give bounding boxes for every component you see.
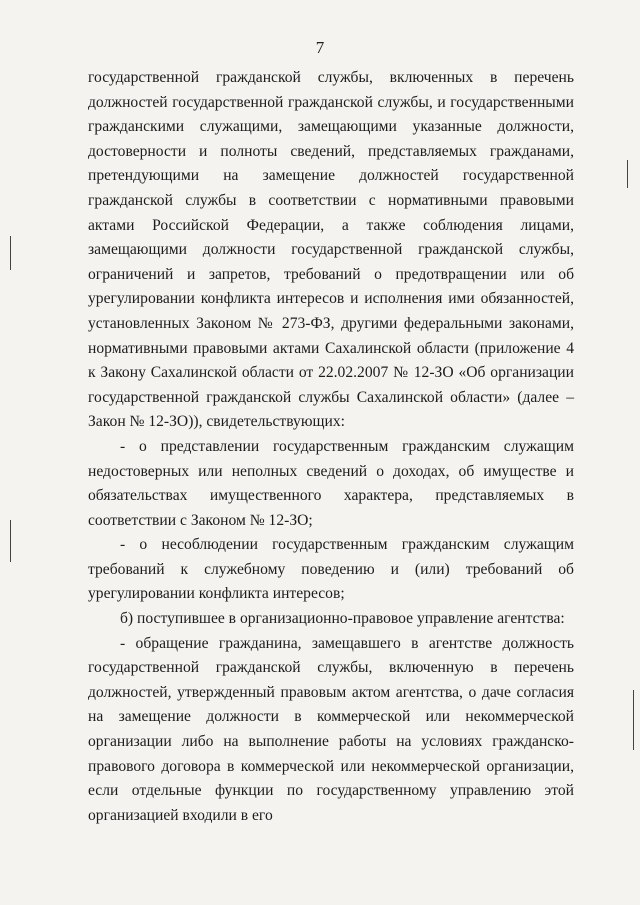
left-margin-mark [10, 236, 11, 270]
page-number: 7 [315, 38, 325, 57]
right-margin-mark [633, 690, 634, 750]
paragraph-2: - о представлении государственным гражданским служащим недостоверных или неполных сведений о доходах, об имуществе и обязательствах имущественного характера, представляемых в соответствии с Законом № 12-ЗО; [88, 437, 574, 529]
paragraph-3: - о несоблюдении государственным гражданским служащим требований к служебному поведению и (или) требований об урегулировании конфликта интересов; [88, 536, 574, 603]
left-margin-mark [10, 520, 11, 562]
paragraph-1: государственной гражданской службы, включенных в перечень должностей государственной гражданской службы, и государственными гражданскими служащими, замещающими указанные должности, достоверности и полноты сведений, представляемых гражданами, претендующими на замещение должностей государственной гражданской службы в соответствии с нормативными правовыми актами Российской Федерации, а также соблюдения лицами, замещающими должности государственной гражданской службы, ограничений и запретов, требований о предотвращении или об урегулировании конфликта интересов и исполнения ими обязанностей, установленных Законом № 273-ФЗ, другими федеральными законами, нормативными правовыми актами Сахалинской области (приложение 4 к Закону Сахалинской области от 22.02.2007 № 12-ЗО «Об организации государственной гражданской службы Сахалинской области» (далее – Закон № 12-ЗО)), свидетельствующих: [88, 69, 574, 431]
document-body [88, 66, 574, 828]
right-margin-mark [627, 160, 628, 188]
paragraph-4: б) поступившее в организационно-правовое управление агентства: [120, 610, 565, 628]
paragraph-5: - обращение гражданина, замещавшего в агентстве должность государственной гражданской службы, включенную в перечень должностей, утвержденный правовым актом агентства, о даче согласия на замещение должности в коммерческой или некоммерческой организации либо на выполнение работы на условиях гражданско-правового договора в коммерческой или некоммерческой организации, если отдельные функции по государственному управлению этой организацией входили в его [88, 634, 574, 824]
